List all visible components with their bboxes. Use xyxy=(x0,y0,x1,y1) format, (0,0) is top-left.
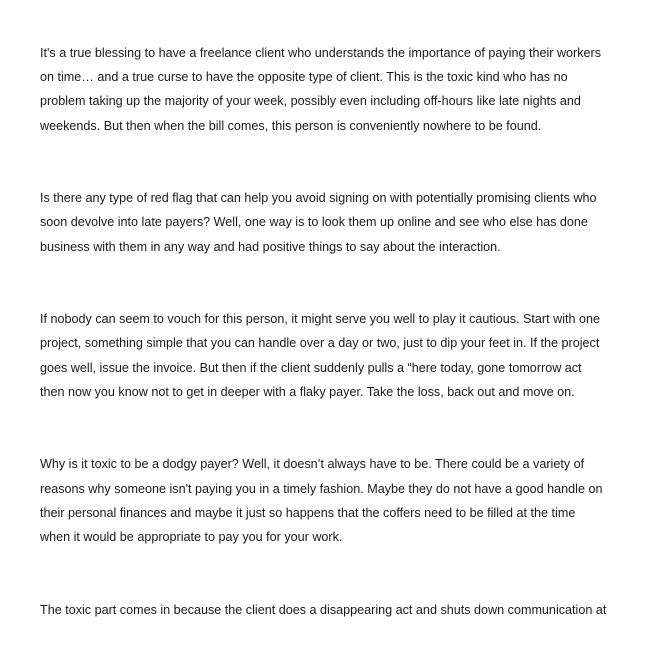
text-line: then now you know not to get in deeper with a flaky payer. Take the loss, back out and move on. xyxy=(40,384,575,399)
text-line: their personal finances and maybe it just so happens that the coffers need to be filled at the time xyxy=(40,505,576,520)
text-line: reasons why someone isn't paying you in a timely fashion. Maybe they do not have a good handle on xyxy=(40,481,603,496)
text-line: Why is it toxic to be a dodgy payer? Well, it doesn’t always have to be. There could be a variety of xyxy=(40,457,585,472)
text-line: goes well, issue the invoice. But then if the client suddenly pulls a “here today, gone tomorrow act xyxy=(40,360,582,375)
text-line: weekends. But then when the bill comes, this person is conveniently nowhere to be found. xyxy=(40,118,542,133)
text-line: soon devolve into late payers? Well, one way is to look them up online and see who else has done xyxy=(40,215,588,230)
text-line: It's a true blessing to have a freelance client who understands the importance of paying their workers xyxy=(40,46,602,60)
text-line: If nobody can seem to vouch for this person, it might serve you well to play it cautious. Start with one xyxy=(40,312,601,327)
paragraph-4 xyxy=(40,452,638,549)
text-line: when it would be appropriate to pay you for your work. xyxy=(40,530,343,545)
document-body xyxy=(40,41,638,670)
text-line: The toxic part comes in because the client does a disappearing act and shuts down communication at xyxy=(40,602,607,617)
text-line: project, something simple that you can handle over a day or two, just to dip your feet in. If the project xyxy=(40,336,600,351)
paragraph-5 xyxy=(40,598,638,622)
text-line: on time… and a true curse to have the opposite type of client. This is the toxic kind who has no xyxy=(40,70,568,85)
paragraph-3 xyxy=(40,307,638,404)
text-line: problem taking up the majority of your week, possibly even including off-hours like late nights and xyxy=(40,94,581,109)
paragraph-1 xyxy=(40,41,638,138)
paragraph-2 xyxy=(40,186,638,259)
text-line: Is there any type of red flag that can help you avoid signing on with potentially promising clients who xyxy=(40,191,597,206)
text-line: business with them in any way and had positive things to say about the interaction. xyxy=(40,239,501,254)
